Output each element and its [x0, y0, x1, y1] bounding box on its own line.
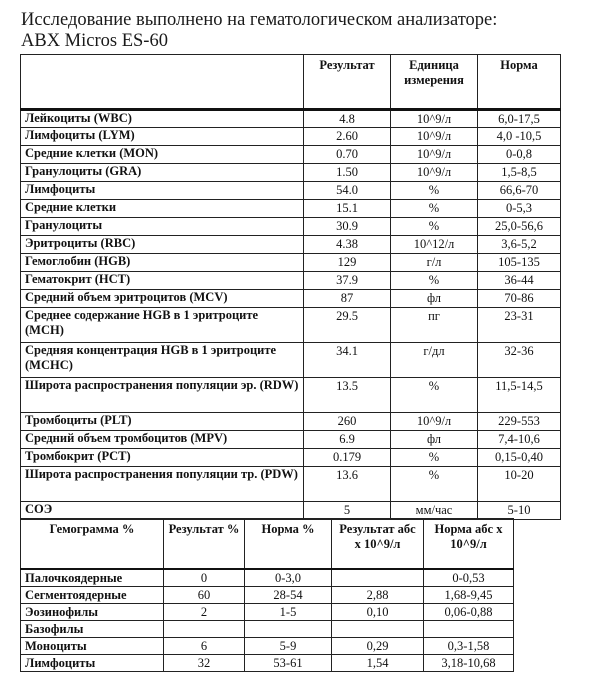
- unit-value: фл: [391, 431, 478, 449]
- norm-value: 66,6-70: [478, 182, 561, 200]
- unit-value: г/л: [391, 254, 478, 272]
- parameter-name: Средний объем эритроцитов (MCV): [21, 290, 304, 308]
- cell-type-name: Базофилы: [21, 620, 164, 637]
- norm-value: 32-36: [478, 343, 561, 378]
- result-value: 260: [304, 413, 391, 431]
- result-absolute: 0,29: [332, 637, 424, 654]
- unit-value: 10^9/л: [391, 164, 478, 182]
- table-row: [21, 502, 561, 520]
- table-row: [21, 467, 561, 502]
- table-row: [21, 431, 561, 449]
- unit-value: %: [391, 200, 478, 218]
- parameter-name: СОЭ: [21, 502, 304, 520]
- table-row: [21, 378, 561, 413]
- norm-percent: 1-5: [245, 603, 332, 620]
- norm-value: 3,6-5,2: [478, 236, 561, 254]
- norm-percent: 5-9: [245, 637, 332, 654]
- result-value: 0.179: [304, 449, 391, 467]
- unit-value: %: [391, 378, 478, 413]
- result-value: 13.6: [304, 467, 391, 502]
- document-title: [21, 10, 497, 52]
- result-percent: [164, 620, 245, 637]
- unit-value: %: [391, 272, 478, 290]
- cell-type-name: Лимфоциты: [21, 654, 164, 671]
- table-row: [21, 413, 561, 431]
- table-row: [21, 569, 514, 587]
- unit-value: 10^9/л: [391, 146, 478, 164]
- table-row: [21, 218, 561, 236]
- result-percent: 6: [164, 637, 245, 654]
- result-value: 129: [304, 254, 391, 272]
- header-result-abs: Результат абс х 10^9/л: [332, 519, 424, 569]
- result-value: 2.60: [304, 128, 391, 146]
- unit-value: 10^9/л: [391, 128, 478, 146]
- parameter-name: Средняя концентрация HGB в 1 эритроците (MCHC): [21, 343, 304, 378]
- header-parameter: [21, 55, 304, 110]
- table-row: [21, 272, 561, 290]
- result-value: 4.38: [304, 236, 391, 254]
- unit-value: 10^9/л: [391, 413, 478, 431]
- norm-value: 0-0,8: [478, 146, 561, 164]
- parameter-name: Средние клетки (MON): [21, 146, 304, 164]
- table-row: [21, 182, 561, 200]
- result-percent: 32: [164, 654, 245, 671]
- norm-percent: [245, 620, 332, 637]
- title-line-1: Исследование выполнено на гематологическом анализаторе:: [21, 10, 498, 30]
- result-value: 4.8: [304, 110, 391, 128]
- table-row: [21, 449, 561, 467]
- cell-type-name: Моноциты: [21, 637, 164, 654]
- result-value: 1.50: [304, 164, 391, 182]
- result-value: 29.5: [304, 308, 391, 343]
- cell-type-name: Эозинофилы: [21, 603, 164, 620]
- result-value: 13.5: [304, 378, 391, 413]
- result-absolute: 2,88: [332, 586, 424, 603]
- table-row: [21, 603, 514, 620]
- blood-test-table: [20, 54, 561, 520]
- table-row: [21, 146, 561, 164]
- table-row: [21, 620, 514, 637]
- cell-type-name: Сегментоядерные: [21, 586, 164, 603]
- hemogram-table: [20, 518, 514, 672]
- result-value: 0.70: [304, 146, 391, 164]
- result-absolute: [332, 569, 424, 587]
- parameter-name: Широта распространения популяции эр. (RDW): [21, 378, 304, 413]
- norm-percent: 28-54: [245, 586, 332, 603]
- norm-absolute: 0,06-0,88: [424, 603, 514, 620]
- table-row: [21, 164, 561, 182]
- unit-value: г/дл: [391, 343, 478, 378]
- result-value: 30.9: [304, 218, 391, 236]
- unit-value: 10^9/л: [391, 110, 478, 128]
- result-value: 6.9: [304, 431, 391, 449]
- unit-value: фл: [391, 290, 478, 308]
- parameter-name: Лимфоциты: [21, 182, 304, 200]
- header-norm: Норма: [478, 55, 561, 110]
- result-percent: 0: [164, 569, 245, 587]
- parameter-name: Среднее содержание HGB в 1 эритроците (MCH): [21, 308, 304, 343]
- result-absolute: 1,54: [332, 654, 424, 671]
- norm-absolute: 0-0,53: [424, 569, 514, 587]
- norm-value: 229-553: [478, 413, 561, 431]
- result-absolute: 0,10: [332, 603, 424, 620]
- header-result: Результат: [304, 55, 391, 110]
- table-row: [21, 254, 561, 272]
- norm-value: 0-5,3: [478, 200, 561, 218]
- result-value: 54.0: [304, 182, 391, 200]
- norm-value: 7,4-10,6: [478, 431, 561, 449]
- parameter-name: Гематокрит (HCT): [21, 272, 304, 290]
- table-row: [21, 308, 561, 343]
- table-header-row: [21, 55, 561, 110]
- result-value: 87: [304, 290, 391, 308]
- unit-value: %: [391, 218, 478, 236]
- norm-value: 6,0-17,5: [478, 110, 561, 128]
- parameter-name: Гемоглобин (HGB): [21, 254, 304, 272]
- parameter-name: Тромбокрит (PCT): [21, 449, 304, 467]
- header-result-pct: Результат %: [164, 519, 245, 569]
- table-header-row: [21, 519, 514, 569]
- norm-value: 70-86: [478, 290, 561, 308]
- norm-percent: 0-3,0: [245, 569, 332, 587]
- unit-value: пг: [391, 308, 478, 343]
- parameter-name: Гранулоциты: [21, 218, 304, 236]
- parameter-name: Лимфоциты (LYM): [21, 128, 304, 146]
- norm-absolute: 3,18-10,68: [424, 654, 514, 671]
- norm-value: 0,15-0,40: [478, 449, 561, 467]
- header-norm-pct: Норма %: [245, 519, 332, 569]
- header-unit: Единица измерения: [391, 55, 478, 110]
- result-absolute: [332, 620, 424, 637]
- table-row: [21, 110, 561, 128]
- result-value: 5: [304, 502, 391, 520]
- table-row: [21, 128, 561, 146]
- norm-value: 11,5-14,5: [478, 378, 561, 413]
- parameter-name: Средний объем тромбоцитов (MPV): [21, 431, 304, 449]
- table-row: [21, 236, 561, 254]
- parameter-name: Лейкоциты (WBC): [21, 110, 304, 128]
- unit-value: %: [391, 182, 478, 200]
- result-value: 37.9: [304, 272, 391, 290]
- result-value: 15.1: [304, 200, 391, 218]
- norm-absolute: 1,68-9,45: [424, 586, 514, 603]
- header-hemogram: Гемограмма %: [21, 519, 164, 569]
- table-row: [21, 637, 514, 654]
- unit-value: 10^12/л: [391, 236, 478, 254]
- parameter-name: Широта распространения популяции тр. (PDW): [21, 467, 304, 502]
- result-percent: 2: [164, 603, 245, 620]
- table-row: [21, 200, 561, 218]
- table-row: [21, 290, 561, 308]
- cell-type-name: Палочкоядерные: [21, 569, 164, 587]
- parameter-name: Гранулоциты (GRA): [21, 164, 304, 182]
- result-percent: 60: [164, 586, 245, 603]
- norm-value: 36-44: [478, 272, 561, 290]
- result-value: 34.1: [304, 343, 391, 378]
- table-row: [21, 654, 514, 671]
- norm-value: 1,5-8,5: [478, 164, 561, 182]
- norm-absolute: [424, 620, 514, 637]
- norm-absolute: 0,3-1,58: [424, 637, 514, 654]
- parameter-name: Средние клетки: [21, 200, 304, 218]
- norm-value: 105-135: [478, 254, 561, 272]
- parameter-name: Эритроциты (RBC): [21, 236, 304, 254]
- title-line-2: ABX Micros ES-60: [21, 31, 168, 51]
- norm-value: 25,0-56,6: [478, 218, 561, 236]
- norm-percent: 53-61: [245, 654, 332, 671]
- norm-value: 10-20: [478, 467, 561, 502]
- norm-value: 23-31: [478, 308, 561, 343]
- norm-value: 4,0 -10,5: [478, 128, 561, 146]
- norm-value: 5-10: [478, 502, 561, 520]
- table-row: [21, 343, 561, 378]
- header-norm-abs: Норма абс х 10^9/л: [424, 519, 514, 569]
- table-row: [21, 586, 514, 603]
- parameter-name: Тромбоциты (PLT): [21, 413, 304, 431]
- unit-value: %: [391, 449, 478, 467]
- unit-value: мм/час: [391, 502, 478, 520]
- unit-value: %: [391, 467, 478, 502]
